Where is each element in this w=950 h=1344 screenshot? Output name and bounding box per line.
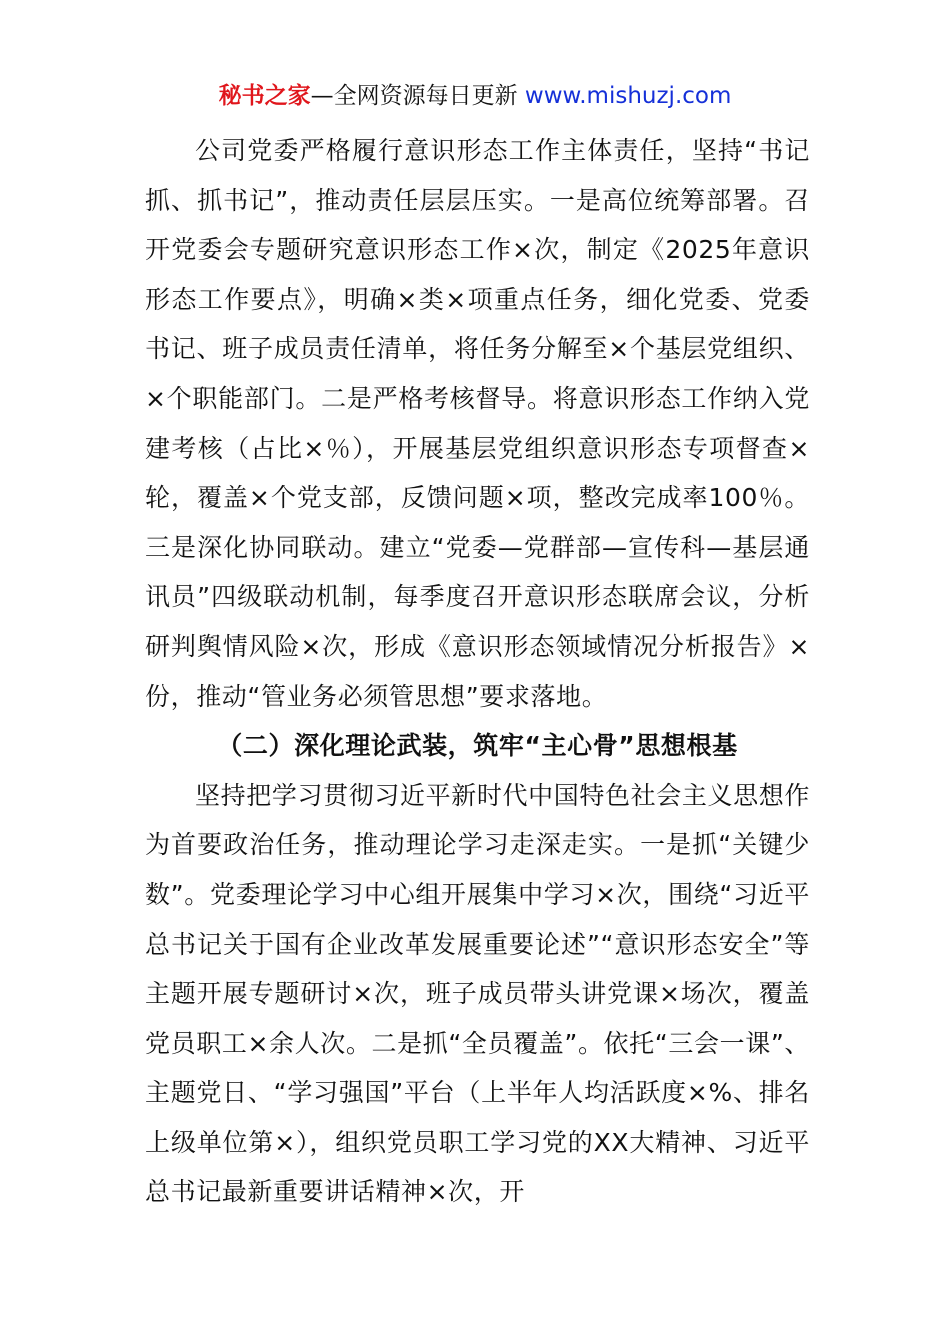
brand-name: 秘书之家 — [218, 83, 311, 109]
site-url-link[interactable]: www.mishuzj.com — [524, 83, 732, 109]
paragraph-responsibility: 公司党委严格履行意识形态工作主体责任，坚持“书记抓、抓书记”，推动责任层层压实。一是高位统筹部署。召开党委会专题研究意识形态工作×次，制定《2025年意识形态工作要点》，明确×类×项重点任务，细化党委、党委书记、班子成员责任清单，将任务分解至×个基层党组织、×个职能部门。二是严格考核督导。将意识形态工作纳入党建考核（占比×％），开展基层党组织意识形态专项督查×轮，覆盖×个党支部，反馈问题×项，整改完成率100％。三是深化协同联动。建立“党委—党群部—宣传科—基层通讯员”四级联动机制，每季度召开意识形态联席会议，分析研判舆情风险×次，形成《意识形态领域情况分析报告》×份，推动“管业务必须管思想”要求落地。 — [145, 136, 810, 711]
page-header — [0, 80, 950, 112]
header-tagline: —全网资源每日更新 — [310, 83, 525, 109]
section-heading-theory: （二）深化理论武装，筑牢“主心骨”思想根基 — [217, 731, 738, 761]
paragraph-theory: 坚持把学习贯彻习近平新时代中国特色社会主义思想作为首要政治任务，推动理论学习走深走实。一是抓“关键少数”。党委理论学习中心组开展集中学习×次，围绕“习近平总书记关于国有企业改革发展重要论述”“意识形态安全”等主题开展专题研讨×次，班子成员带头讲党课×场次，覆盖党员职工×余人次。二是抓“全员覆盖”。依托“三会一课”、主题党日、“学习强国”平台（上半年人均活跃度×%、排名上级单位第×），组织党员职工学习党的XX大精神、习近平总书记最新重要讲话精神×次，开 — [145, 780, 810, 1207]
document-body — [145, 126, 810, 1217]
